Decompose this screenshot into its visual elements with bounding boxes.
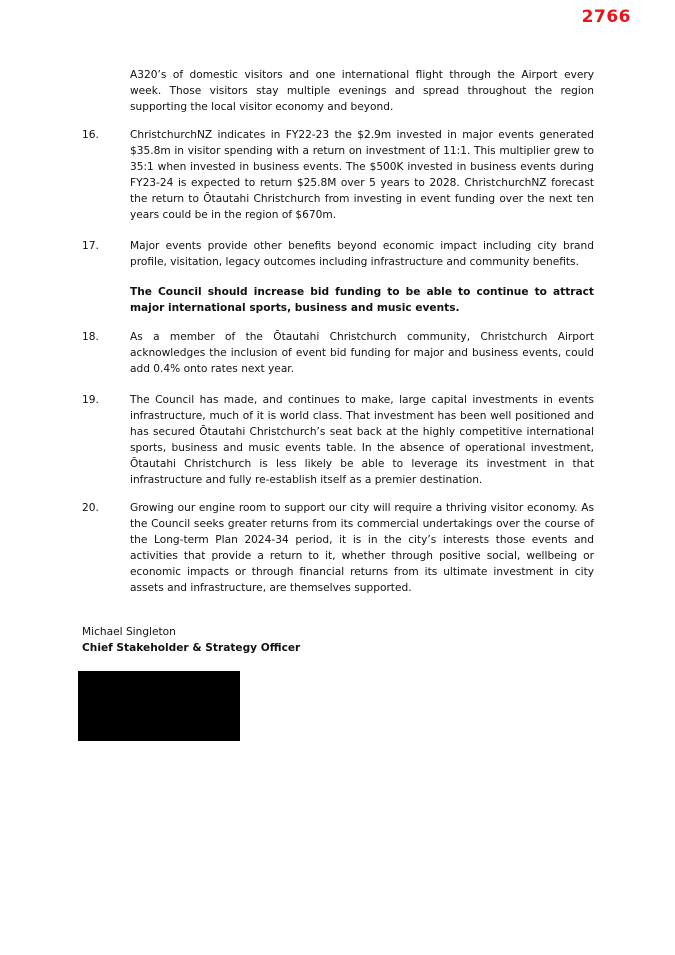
item-number-16: 16. — [82, 129, 99, 141]
item-text-16: ChristchurchNZ indicates in FY22-23 the $2.9m invested in major events generated $35.8m in visitor spending with a return on investment of 11:1. This multiplier grew to 35:1 when invested in business events. The $500K invested in business events during FY23-24 is expected to return $25.8M over 5 years to 2028. ChristchurchNZ forecast the return to Ōtautahi Christchurch from investing in event funding over the next ten years could be in the region of $670m. — [130, 129, 594, 221]
redacted-signature-block — [78, 671, 240, 741]
item-number-20: 20. — [82, 502, 99, 514]
item-number-17: 17. — [82, 240, 99, 252]
item-text-18: As a member of the Ōtautahi Christchurch community, Christchurch Airport acknowledges the inclusion of event bid funding for major and business events, could add 0.4% onto rates next year. — [130, 331, 594, 375]
item-text-20: Growing our engine room to support our city will require a thriving visitor economy. As the Council seeks greater returns from its commercial undertakings over the course of the Long-term Plan 2024-34 period, it is in the city’s interests those events and activities that provide a return to it, whether through positive social, wellbeing or economic impacts or through financial returns from its ultimate investment in city assets and infrastructure, are themselves supported. — [130, 502, 594, 594]
page-number: 2766 — [581, 7, 631, 27]
signatory-title: Chief Stakeholder & Strategy Officer — [82, 642, 301, 654]
continuation-paragraph: A320’s of domestic visitors and one international flight through the Airport every week. Those visitors stay multiple evenings and spread throughout the region supporting the local visitor economy and beyond. — [130, 69, 594, 113]
item-number-18: 18. — [82, 331, 99, 343]
item-number-19: 19. — [82, 394, 99, 406]
recommendation-statement: The Council should increase bid funding to be able to continue to attract major international sports, business and music events. — [130, 286, 594, 314]
item-text-19: The Council has made, and continues to make, large capital investments in events infrastructure, much of it is world class. That investment has been well positioned and has secured Ōtautahi Christchurch’s seat back at the highly competitive international sports, business and music events table. In the absence of operational investment, Ōtautahi Christchurch is less likely be able to leverage its investment in that infrastructure and fully re-establish itself as a premier destination. — [130, 394, 594, 486]
signatory-name: Michael Singleton — [82, 626, 176, 638]
item-text-17: Major events provide other benefits beyond economic impact including city brand profile, visitation, legacy outcomes including infrastructure and community benefits. — [130, 240, 594, 268]
